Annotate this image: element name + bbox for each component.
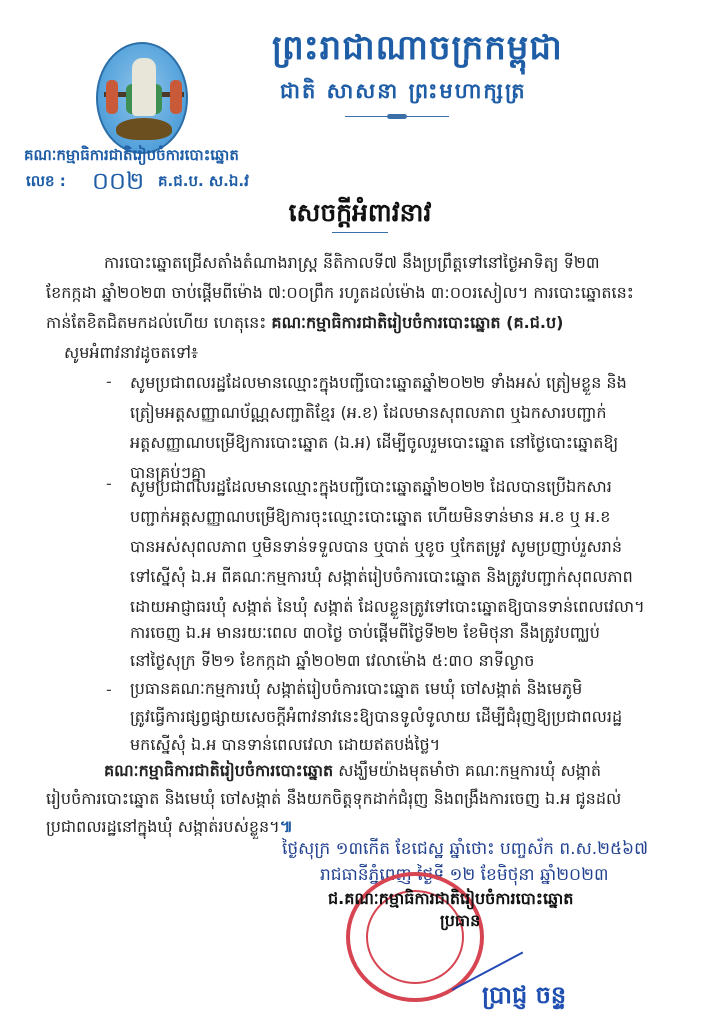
bullet-1-line-2: ត្រៀមអត្តសញ្ញាណប័ណ្ណសញ្ជាតិខ្មែរ (អ.ខ) ដែលមានសុពលភាព ឬឯកសារបញ្ជាក់ xyxy=(130,403,607,422)
signatory-organization: ជ.គណៈកម្មាធិការជាតិរៀបចំការបោះឆ្នោត xyxy=(328,889,574,908)
bullet-2-line-7: នៅថ្ងៃសុក្រ ទី២១ ខែកក្កដា ឆ្នាំ២០២៣ វេលាម៉ោង ៥:៣០ នាទីល្ងាច xyxy=(130,651,535,670)
intro-line-2: ខែកក្កដា ឆ្នាំ២០២៣ ចាប់ផ្តើមពីម៉ោង ៧:០០ព្រឹក រហូតដល់ម៉ោង ៣:០០រសៀល។ ការបោះឆ្នោតនេះ xyxy=(46,283,634,302)
closing-line-1-text: សង្ឃឹមយ៉ាងមុតមាំថា គណៈកម្មការឃុំ សង្កាត់ xyxy=(333,761,602,780)
reference-code: គ.ជ.ប. ស.ឯ.វ xyxy=(158,172,249,190)
bullet-1-line-3: អត្តសញ្ញាណបម្រើឱ្យការបោះឆ្នោត (ឯ.អ) ដើម្បីចូលរួមបោះឆ្នោត នៅថ្ងៃបោះឆ្នោតឱ្យ xyxy=(130,433,619,452)
national-motto: ជាតិ សាសនា ព្រះមហាក្សត្រ xyxy=(280,79,527,103)
kingdom-title: ព្រះរាជាណាចក្រកម្ពុជា xyxy=(272,28,563,68)
bullet-1-line-4: បានគ្រប់ៗគ្នា xyxy=(130,463,207,482)
lunar-date: ថ្ងៃសុក្រ ១៣កើត ខែជេស្ឋ ឆ្នាំថោះ បញ្ចស័ក ព.ស.២៥៦៧ xyxy=(282,839,649,859)
bullet-dash-1: - xyxy=(106,372,112,391)
emblem-central-figure xyxy=(132,58,156,116)
solar-date: រាជធានីភ្នំពេញ ថ្ងៃទី ១២ ខែមិថុនា ឆ្នាំ២០២៣ xyxy=(320,865,609,885)
signatory-role: ប្រធាន xyxy=(440,911,481,930)
bullet-2-line-1: សូមប្រជាពលរដ្ឋដែលមានឈ្មោះក្នុងបញ្ជីបោះឆ្នោតឆ្នាំ២០២២ ដែលបានប្រើឯកសារ xyxy=(130,477,612,496)
bullet-1-line-1: សូមប្រជាពលរដ្ឋដែលមានឈ្មោះក្នុងបញ្ជីបោះឆ្នោតឆ្នាំ២០២២ ទាំងអស់ ត្រៀមខ្លួន និង xyxy=(130,373,627,392)
closing-line-1 xyxy=(104,756,601,787)
intro-org-bold: គណៈកម្មាធិការជាតិរៀបចំការបោះឆ្នោត (គ.ជ.ប) xyxy=(271,313,564,332)
bullet-2-line-3: បានអស់សុពលភាព ឬមិនទាន់ទទួលបាន ឬបាត់ ឬខូច ឬកែតម្រូវ សូមប្រញាប់រួសរាន់ xyxy=(130,537,622,556)
bullet-3-line-2: ត្រូវធ្វើការផ្សព្វផ្សាយសេចក្តីអំពាវនាវនេះឱ្យបានទូលំទូលាយ ដើម្បីជំរុញឱ្យប្រជាពលរដ្ឋ xyxy=(130,707,623,726)
reference-number: ០០២ xyxy=(92,167,145,195)
intro-line-1: ការបោះឆ្នោតជ្រើសតាំងតំណាងរាស្ត្រ នីតិកាលទី៧ នឹងប្រព្រឹត្តទៅនៅថ្ងៃអាទិត្យ ទី២៣ xyxy=(104,253,600,272)
bullet-2-line-6: ការចេញ ឯ.អ មានរយៈពេល ៣០ថ្ងៃ ចាប់ផ្តើមពីថ្ងៃទី២២ ខែមិថុនា នឹងត្រូវបញ្ឈប់ xyxy=(130,623,600,642)
signatory-name: ប្រាជ្ញ ចន្ទ xyxy=(482,981,567,1009)
emblem-right-figure xyxy=(170,80,182,114)
emblem-turtle xyxy=(116,118,172,140)
intro-line-4: សូមអំពាវនាវដូចតទៅ៖ xyxy=(64,343,198,362)
title-ornament-line xyxy=(332,232,388,233)
intro-line-3-text: កាន់តែខិតជិតមកដល់ហើយ ហេតុនេះ xyxy=(46,313,272,332)
nec-emblem-icon xyxy=(96,42,188,154)
closing-line-3-text: ប្រជាពលរដ្ឋនៅក្នុងឃុំ សង្កាត់របស់ខ្លួន។ xyxy=(46,817,280,836)
closing-line-2: រៀបចំការបោះឆ្នោត និងមេឃុំ ចៅសង្កាត់ នឹងយកចិត្តទុកដាក់ជំរុញ និងពង្រឹងការចេញ ឯ.អ ជូនដល់ xyxy=(46,789,622,808)
bullet-3-line-1: ប្រធានគណៈកម្មការឃុំ សង្កាត់រៀបចំការបោះឆ្នោត មេឃុំ ចៅសង្កាត់ និងមេភូមិ xyxy=(130,679,583,698)
sender-organization: គណៈកម្មាធិការជាតិរៀបចំការបោះឆ្នោត xyxy=(24,146,239,164)
reference-label: លេខ : xyxy=(26,172,66,190)
header-ornament-center xyxy=(387,114,407,119)
closing-org-bold: គណៈកម្មាធិការជាតិរៀបចំការបោះឆ្នោត xyxy=(104,761,334,780)
closing-line-3 xyxy=(46,812,293,843)
bullet-dash-3: - xyxy=(106,680,112,699)
bullet-2-line-5: ដោយអាជ្ញាធរឃុំ សង្កាត់ នៃឃុំ សង្កាត់ ដែលខ្លួនត្រូវទៅបោះឆ្នោតឱ្យបានទាន់ពេលវេលា។ xyxy=(130,597,645,616)
bullet-3-line-3: មកស្នើសុំ ឯ.អ បានទាន់ពេលវេលា ដោយឥតបង់ថ្លៃ។ xyxy=(130,735,441,754)
emblem-left-figure xyxy=(106,80,118,114)
document-title: សេចក្តីអំពាវនាវ xyxy=(288,198,432,227)
intro-line-3 xyxy=(46,308,563,339)
end-mark: ៕ xyxy=(279,817,293,836)
bullet-2-line-2: បញ្ជាក់អត្តសញ្ញាណបម្រើឱ្យការចុះឈ្មោះបោះឆ្នោត ហើយមិនទាន់មាន អ.ខ ឬ អ.ខ xyxy=(130,507,611,526)
bullet-dash-2: - xyxy=(106,474,112,493)
bullet-2-line-4: ទៅស្នើសុំ ឯ.អ ពីគណៈកម្មការឃុំ សង្កាត់រៀបចំការបោះឆ្នោត និងត្រូវបញ្ជាក់សុពលភាព xyxy=(130,567,633,586)
